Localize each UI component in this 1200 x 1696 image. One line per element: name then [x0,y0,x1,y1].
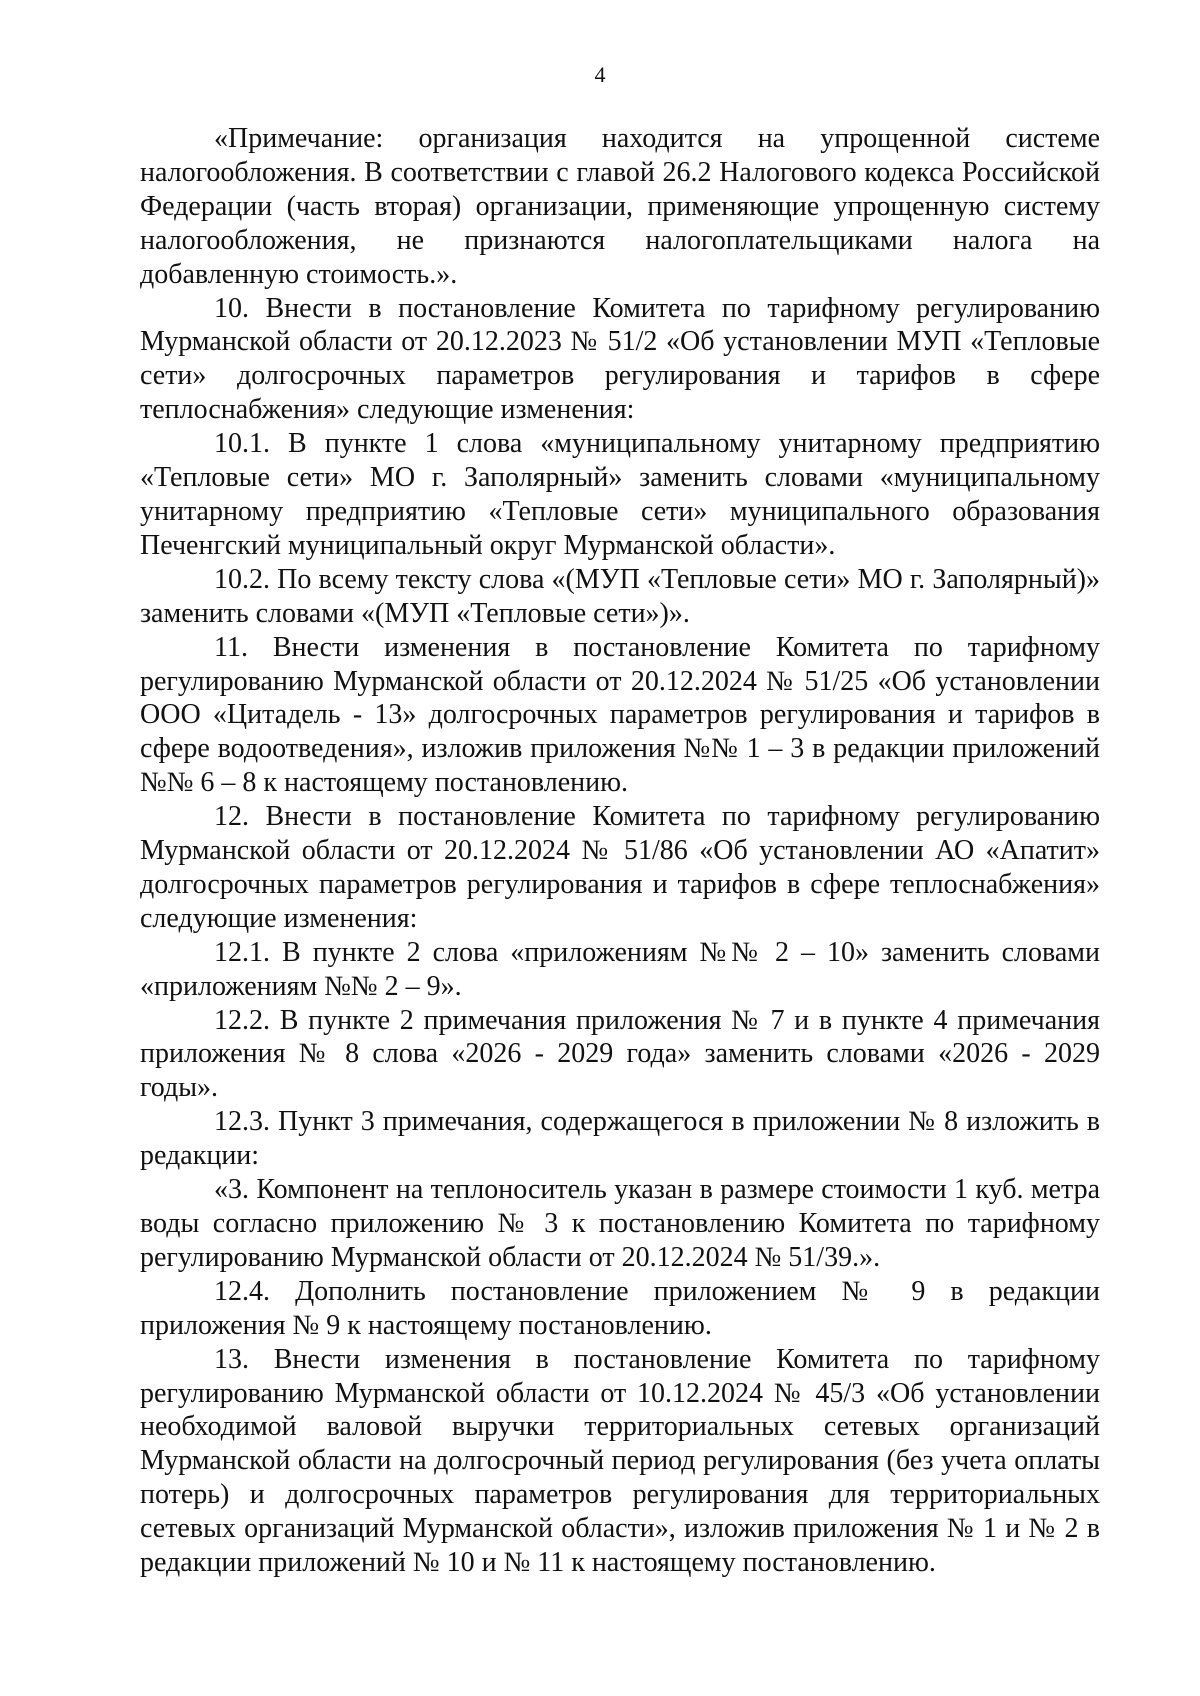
paragraph-10: 10. Внести в постановление Комитета по тарифному регулированию Мурманской области от 20.12.2023 № 51/2 «Об установлении МУП «Тепловые сети» долгосрочных параметров регулирования и тарифов в сфере теплоснабжения» следующие изменения: [140,292,1100,426]
page-number: 4 [594,62,606,87]
document-body [140,122,1100,1580]
paragraph-12-4: 12.4. Дополнить постановление приложением № 9 в редакции приложения № 9 к настоящему постановлению. [140,1275,1100,1341]
paragraph-quote-3: «3. Компонент на теплоноситель указан в размере стоимости 1 куб. метра воды согласно приложению № 3 к постановлению Комитета по тарифному регулированию Мурманской области от 20.12.2024 № 51/39.». [140,1174,1100,1273]
paragraph-13: 13. Внести изменения в постановление Комитета по тарифному регулированию Мурманской области от 10.12.2024 № 45/3 «Об установлении необходимой валовой выручки территориальных сетевых организаций Мурманской области на долгосрочный период регулирования (без учета оплаты потерь) и долгосрочных параметров регулирования для территориальных сетевых организаций Мурманской области», изложив приложения № 1 и № 2 в редакции приложений № 10 и № 11 к настоящему постановлению. [140,1343,1100,1579]
paragraph-11: 11. Внести изменения в постановление Комитета по тарифному регулированию Мурманской области от 20.12.2024 № 51/25 «Об установлении ООО «Цитадель - 13» долгосрочных параметров регулирования и тарифов в сфере водоотведения», изложив приложения №№ 1 – 3 в редакции приложений №№ 6 – 8 к настоящему постановлению. [140,631,1100,799]
paragraph-12-1: 12.1. В пункте 2 слова «приложениям №№ 2 – 10» заменить словами «приложениям №№ 2 – 9». [140,936,1100,1002]
paragraph-note: «Примечание: организация находится на упрощенной системе налогообложения. В соответствии с главой 26.2 Налогового кодекса Российской Федерации (часть вторая) организации, применяющие упрощенную систему налогообложения, не признаются налогоплательщиками налога на добавленную стоимость.». [140,123,1100,290]
paragraph-10-1: 10.1. В пункте 1 слова «муниципальному унитарному предприятию «Тепловые сети» МО г. Заполярный» заменить словами «муниципальному унитарному предприятию «Тепловые сети» муниципального образования Печенгский муниципальный округ Мурманской области». [140,428,1100,561]
paragraph-12-3: 12.3. Пункт 3 примечания, содержащегося в приложении № 8 изложить в редакции: [140,1106,1100,1172]
paragraph-10-2: 10.2. По всему тексту слова «(МУП «Тепловые сети» МО г. Заполярный)» заменить словами «(МУП «Тепловые сети»)». [140,563,1100,629]
paragraph-12-2: 12.2. В пункте 2 примечания приложения № 7 и в пункте 4 примечания приложения № 8 слова «2026 - 2029 года» заменить словами «2026 - 2029 годы». [140,1004,1100,1104]
paragraph-12: 12. Внести в постановление Комитета по тарифному регулированию Мурманской области от 20.12.2024 № 51/86 «Об установлении АО «Апатит» долгосрочных параметров регулирования и тарифов в сфере теплоснабжения» следующие изменения: [140,801,1100,934]
